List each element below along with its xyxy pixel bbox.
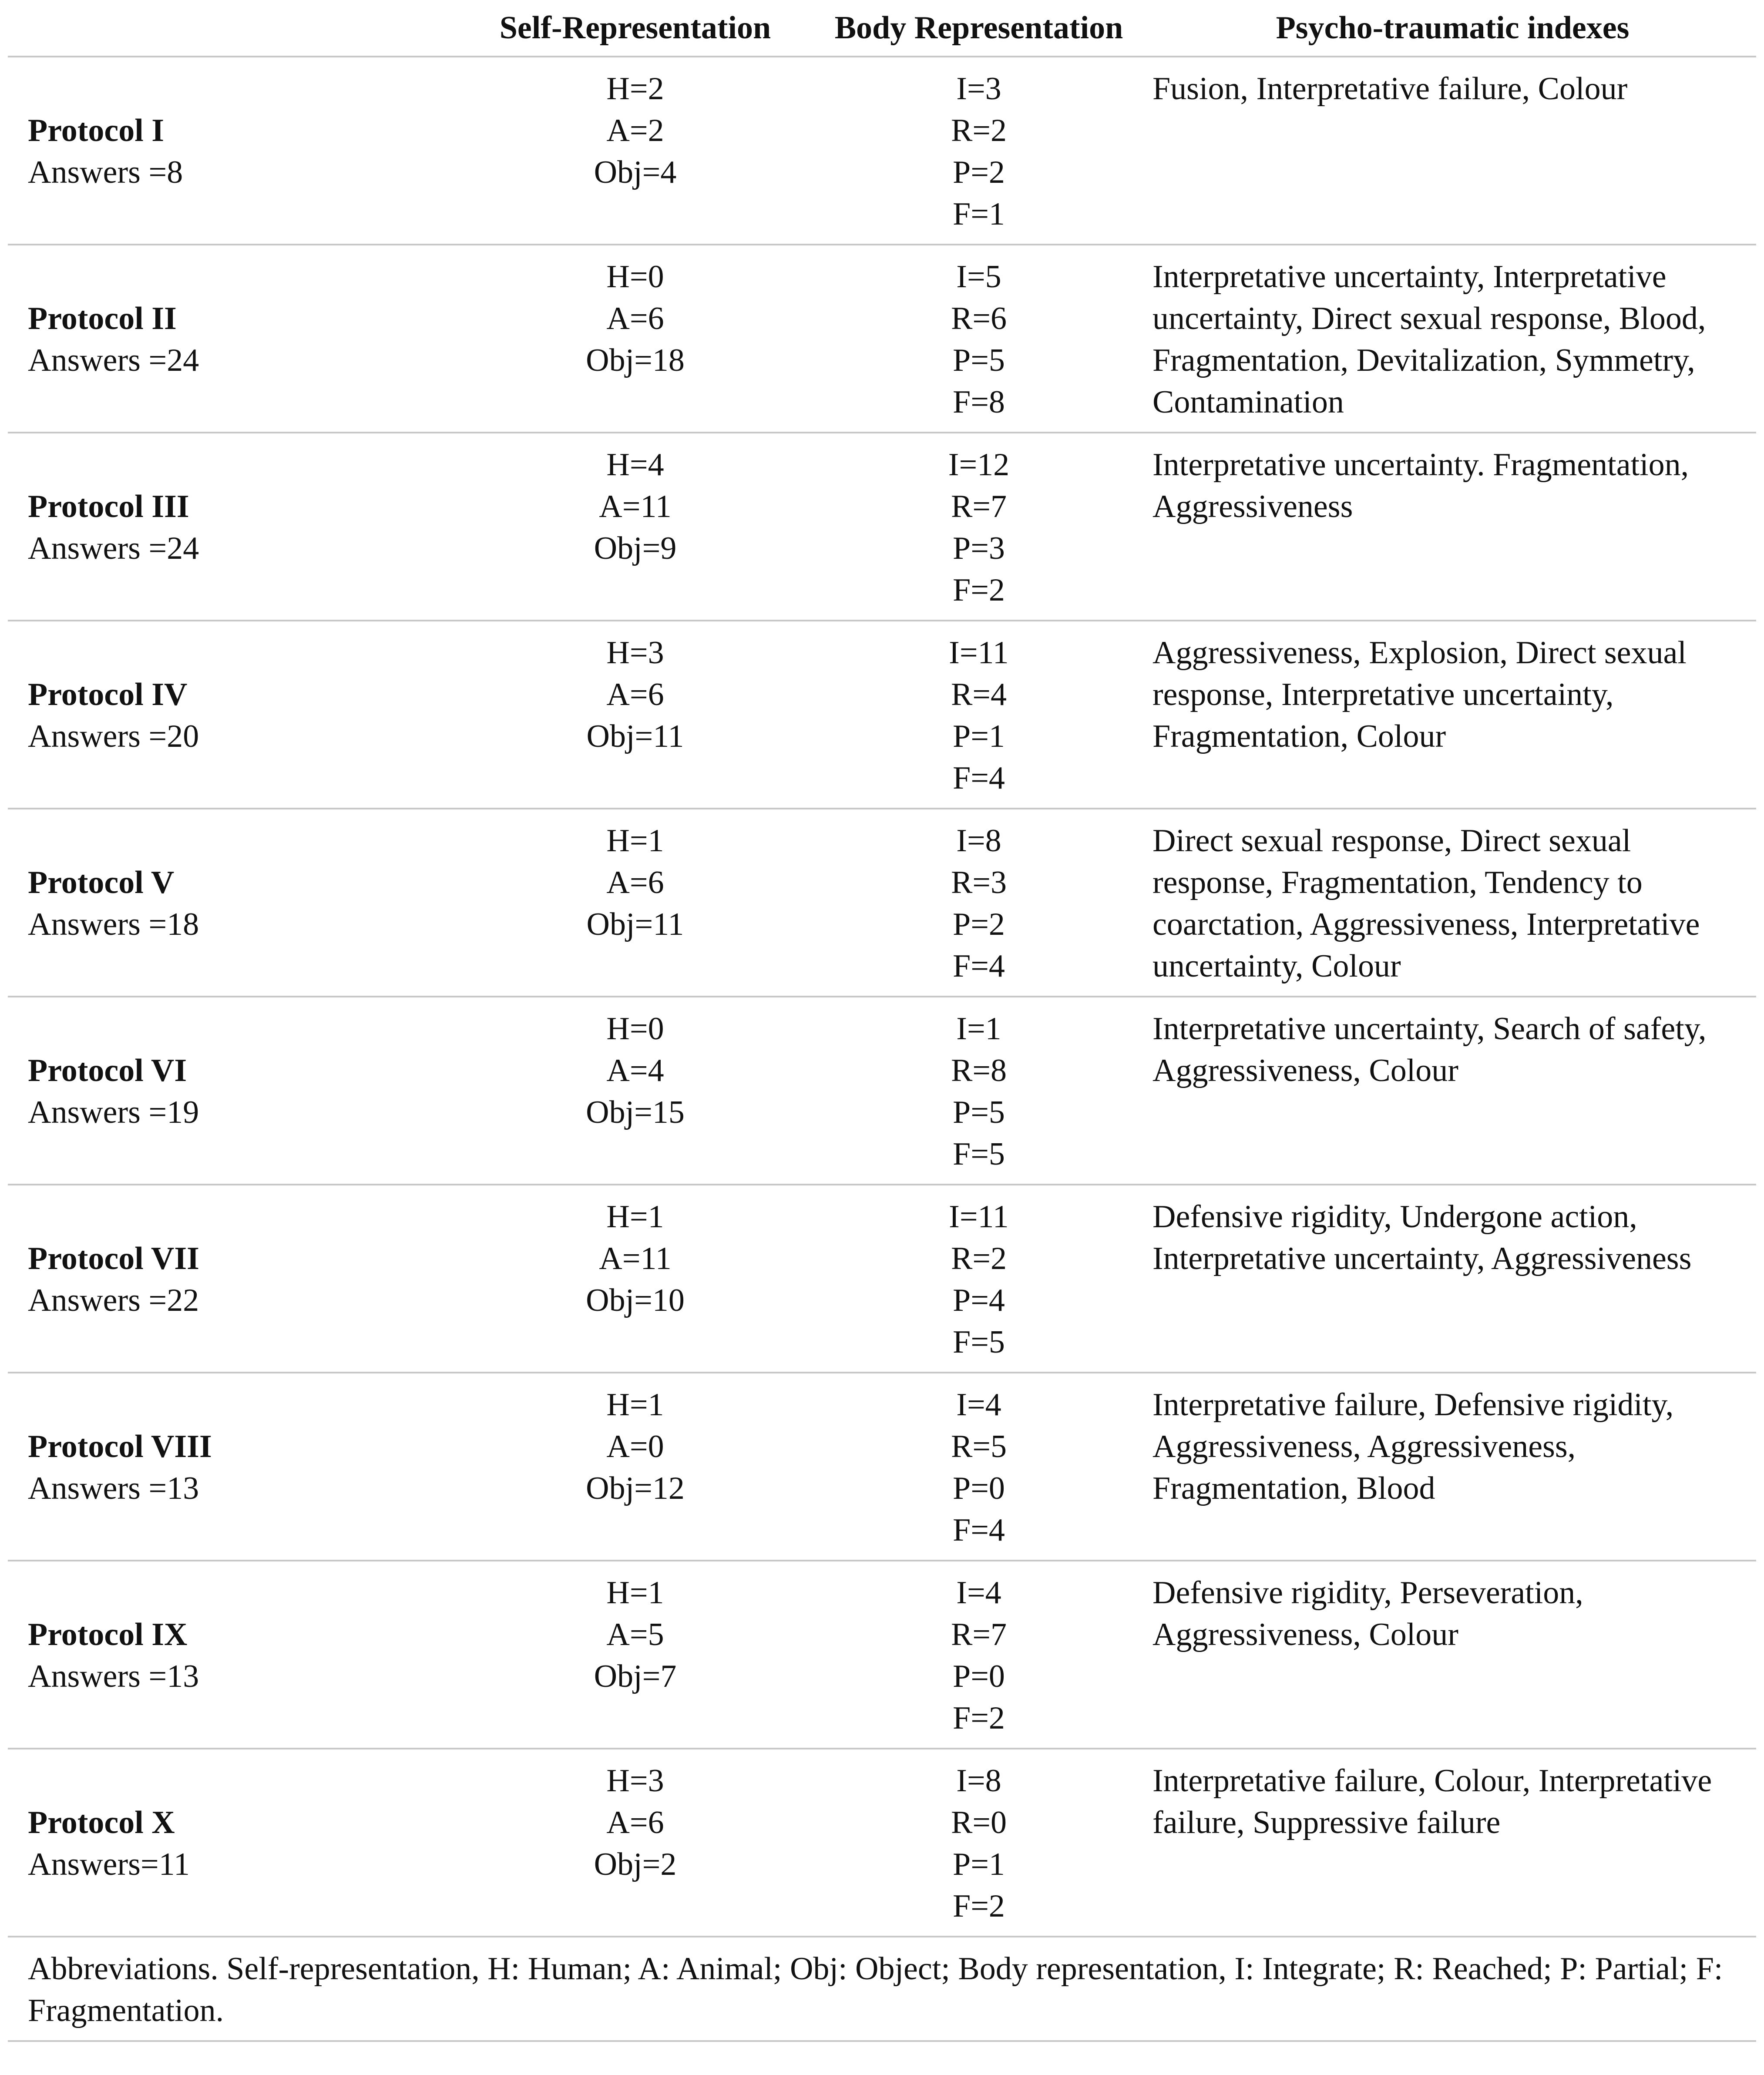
protocol-answers: Answers =24 [28, 342, 199, 378]
self-representation-value: Obj=11 [586, 907, 684, 942]
self-representation-value: A=0 [606, 1429, 664, 1464]
body-representation-cell [809, 57, 1149, 245]
protocol-cell [8, 57, 462, 245]
protocol-answers: Answers =13 [28, 1659, 199, 1694]
table-row [8, 1749, 1756, 1937]
body-representation-cell [809, 245, 1149, 433]
psycho-traumatic-indexes-cell: Interpretative uncertainty, Search of safety, Aggressiveness, Colour [1149, 997, 1756, 1185]
self-representation-cell [462, 57, 809, 245]
psycho-traumatic-indexes-cell: Defensive rigidity, Perseveration, Aggressiveness, Colour [1149, 1561, 1756, 1749]
body-representation-value: P=2 [953, 154, 1005, 190]
body-representation-value: P=0 [953, 1659, 1005, 1694]
body-representation-value: I=4 [956, 1575, 1001, 1611]
protocol-cell [8, 1561, 462, 1749]
header-body-representation: Body Representation [809, 0, 1149, 57]
self-representation-cell [462, 997, 809, 1185]
self-representation-value: A=2 [606, 113, 664, 148]
protocol-name: Protocol VIII [28, 1429, 212, 1464]
body-representation-value: P=1 [953, 719, 1005, 754]
body-representation-value: R=5 [951, 1429, 1007, 1464]
table-row [8, 245, 1756, 433]
protocol-cell [8, 245, 462, 433]
protocol-answers: Answers =22 [28, 1283, 199, 1318]
psycho-traumatic-indexes-cell: Interpretative failure, Colour, Interpretative failure, Suppressive failure [1149, 1749, 1756, 1937]
protocol-cell [8, 997, 462, 1185]
self-representation-value: A=6 [606, 1805, 664, 1840]
self-representation-cell [462, 1373, 809, 1561]
self-representation-value: A=5 [606, 1617, 664, 1652]
self-representation-value: H=2 [606, 71, 664, 107]
protocol-cell [8, 621, 462, 809]
self-representation-value: A=4 [606, 1053, 664, 1088]
body-representation-value: I=3 [956, 71, 1001, 107]
protocol-name: Protocol VI [28, 1053, 187, 1088]
self-representation-cell [462, 809, 809, 997]
body-representation-value: R=6 [951, 301, 1007, 336]
protocol-table [8, 0, 1756, 2042]
body-representation-cell [809, 433, 1149, 621]
protocol-cell [8, 433, 462, 621]
body-representation-cell [809, 1749, 1149, 1937]
body-representation-value: R=3 [951, 865, 1007, 900]
self-representation-value: H=1 [606, 1575, 664, 1611]
protocol-name: Protocol III [28, 489, 189, 524]
self-representation-value: Obj=4 [594, 154, 677, 190]
body-representation-value: F=2 [953, 1888, 1005, 1924]
protocol-name: Protocol IX [28, 1617, 188, 1652]
body-representation-value: R=2 [951, 113, 1007, 148]
body-representation-value: I=11 [949, 635, 1009, 671]
body-representation-value: R=0 [951, 1805, 1007, 1840]
body-representation-value: F=5 [953, 1136, 1005, 1172]
table-row [8, 1373, 1756, 1561]
protocol-name: Protocol I [28, 113, 165, 148]
footnote-row [8, 1937, 1756, 2041]
body-representation-value: F=2 [953, 1700, 1005, 1736]
self-representation-value: H=4 [606, 447, 664, 483]
protocol-cell [8, 1373, 462, 1561]
psycho-traumatic-indexes-cell: Direct sexual response, Direct sexual response, Fragmentation, Tendency to coarctation, Aggressiveness, Interpretative uncertainty, Colour [1149, 809, 1756, 997]
body-representation-value: R=7 [951, 489, 1007, 524]
body-representation-value: P=2 [953, 907, 1005, 942]
header-self-representation: Self-Representation [462, 0, 809, 57]
table-row [8, 809, 1756, 997]
protocol-name: Protocol II [28, 301, 177, 336]
protocol-answers: Answers =19 [28, 1095, 199, 1130]
body-representation-value: F=4 [953, 1512, 1005, 1548]
table-body [8, 57, 1756, 1937]
header-psycho-traumatic-indexes: Psycho-traumatic indexes [1149, 0, 1756, 57]
self-representation-value: Obj=12 [586, 1471, 685, 1506]
table-row [8, 1185, 1756, 1373]
self-representation-value: H=1 [606, 1199, 664, 1235]
protocol-name: Protocol IV [28, 677, 188, 712]
body-representation-cell [809, 621, 1149, 809]
self-representation-value: A=11 [599, 489, 672, 524]
table-row [8, 997, 1756, 1185]
table-row [8, 57, 1756, 245]
body-representation-value: P=0 [953, 1471, 1005, 1506]
self-representation-cell [462, 1185, 809, 1373]
body-representation-value: I=8 [956, 1763, 1001, 1799]
self-representation-value: Obj=2 [594, 1847, 677, 1882]
body-representation-value: R=4 [951, 677, 1007, 712]
self-representation-value: H=0 [606, 259, 664, 295]
body-representation-value: F=4 [953, 760, 1005, 796]
self-representation-value: Obj=15 [586, 1095, 685, 1130]
protocol-answers: Answers =18 [28, 907, 199, 942]
header-row [8, 0, 1756, 57]
body-representation-value: F=1 [953, 196, 1005, 232]
self-representation-cell [462, 433, 809, 621]
self-representation-cell [462, 621, 809, 809]
body-representation-value: I=4 [956, 1387, 1001, 1423]
header-blank [8, 0, 462, 57]
self-representation-value: H=0 [606, 1011, 664, 1047]
self-representation-cell [462, 1561, 809, 1749]
self-representation-value: H=1 [606, 823, 664, 859]
body-representation-value: P=3 [953, 531, 1005, 566]
body-representation-value: P=1 [953, 1847, 1005, 1882]
self-representation-value: A=6 [606, 301, 664, 336]
self-representation-value: Obj=11 [586, 719, 684, 754]
protocol-answers: Answers =13 [28, 1471, 199, 1506]
psycho-traumatic-indexes-cell: Interpretative uncertainty. Fragmentation, Aggressiveness [1149, 433, 1756, 621]
protocol-answers: Answers=11 [28, 1847, 190, 1882]
abbreviations-footnote: Abbreviations. Self-representation, H: Human; A: Animal; Obj: Object; Body representation, I: Integrate; R: Reached; P: Partial; F: Fragmentation. [8, 1937, 1756, 2041]
protocol-cell [8, 809, 462, 997]
protocol-answers: Answers =20 [28, 719, 199, 754]
body-representation-value: I=1 [956, 1011, 1001, 1047]
psycho-traumatic-indexes-cell: Fusion, Interpretative failure, Colour [1149, 57, 1756, 245]
body-representation-cell [809, 1185, 1149, 1373]
body-representation-value: P=5 [953, 342, 1005, 378]
psycho-traumatic-indexes-cell: Defensive rigidity, Undergone action, Interpretative uncertainty, Aggressiveness [1149, 1185, 1756, 1373]
body-representation-value: I=11 [949, 1199, 1009, 1235]
psycho-traumatic-indexes-cell: Aggressiveness, Explosion, Direct sexual response, Interpretative uncertainty, Fragmentation, Colour [1149, 621, 1756, 809]
self-representation-cell [462, 1749, 809, 1937]
protocol-cell [8, 1185, 462, 1373]
protocol-cell [8, 1749, 462, 1937]
self-representation-cell [462, 245, 809, 433]
body-representation-cell [809, 1373, 1149, 1561]
self-representation-value: A=6 [606, 865, 664, 900]
self-representation-value: A=11 [599, 1241, 672, 1276]
body-representation-value: F=4 [953, 948, 1005, 984]
table-row [8, 621, 1756, 809]
self-representation-value: Obj=10 [586, 1283, 685, 1318]
body-representation-value: R=2 [951, 1241, 1007, 1276]
body-representation-value: R=8 [951, 1053, 1007, 1088]
psycho-traumatic-indexes-cell: Interpretative uncertainty, Interpretative uncertainty, Direct sexual response, Blood, Fragmentation, Devitalization, Symmetry, Contamination [1149, 245, 1756, 433]
body-representation-value: I=5 [956, 259, 1001, 295]
self-representation-value: Obj=18 [586, 342, 685, 378]
body-representation-cell [809, 997, 1149, 1185]
body-representation-value: I=8 [956, 823, 1001, 859]
table-row [8, 1561, 1756, 1749]
self-representation-value: H=1 [606, 1387, 664, 1423]
protocol-answers: Answers =24 [28, 531, 199, 566]
protocol-name: Protocol V [28, 865, 175, 900]
self-representation-value: Obj=9 [594, 531, 677, 566]
self-representation-value: A=6 [606, 677, 664, 712]
body-representation-value: I=12 [948, 447, 1010, 483]
body-representation-value: R=7 [951, 1617, 1007, 1652]
protocol-name: Protocol VII [28, 1241, 199, 1276]
protocol-answers: Answers =8 [28, 154, 183, 190]
psycho-traumatic-indexes-cell: Interpretative failure, Defensive rigidity, Aggressiveness, Aggressiveness, Fragmentation, Blood [1149, 1373, 1756, 1561]
body-representation-value: F=8 [953, 384, 1005, 420]
self-representation-value: Obj=7 [594, 1659, 677, 1694]
protocol-name: Protocol X [28, 1805, 175, 1840]
body-representation-cell [809, 1561, 1149, 1749]
table-row [8, 433, 1756, 621]
body-representation-value: F=2 [953, 572, 1005, 608]
self-representation-value: H=3 [606, 1763, 664, 1799]
body-representation-cell [809, 809, 1149, 997]
body-representation-value: P=4 [953, 1283, 1005, 1318]
body-representation-value: P=5 [953, 1095, 1005, 1130]
body-representation-value: F=5 [953, 1324, 1005, 1360]
self-representation-value: H=3 [606, 635, 664, 671]
